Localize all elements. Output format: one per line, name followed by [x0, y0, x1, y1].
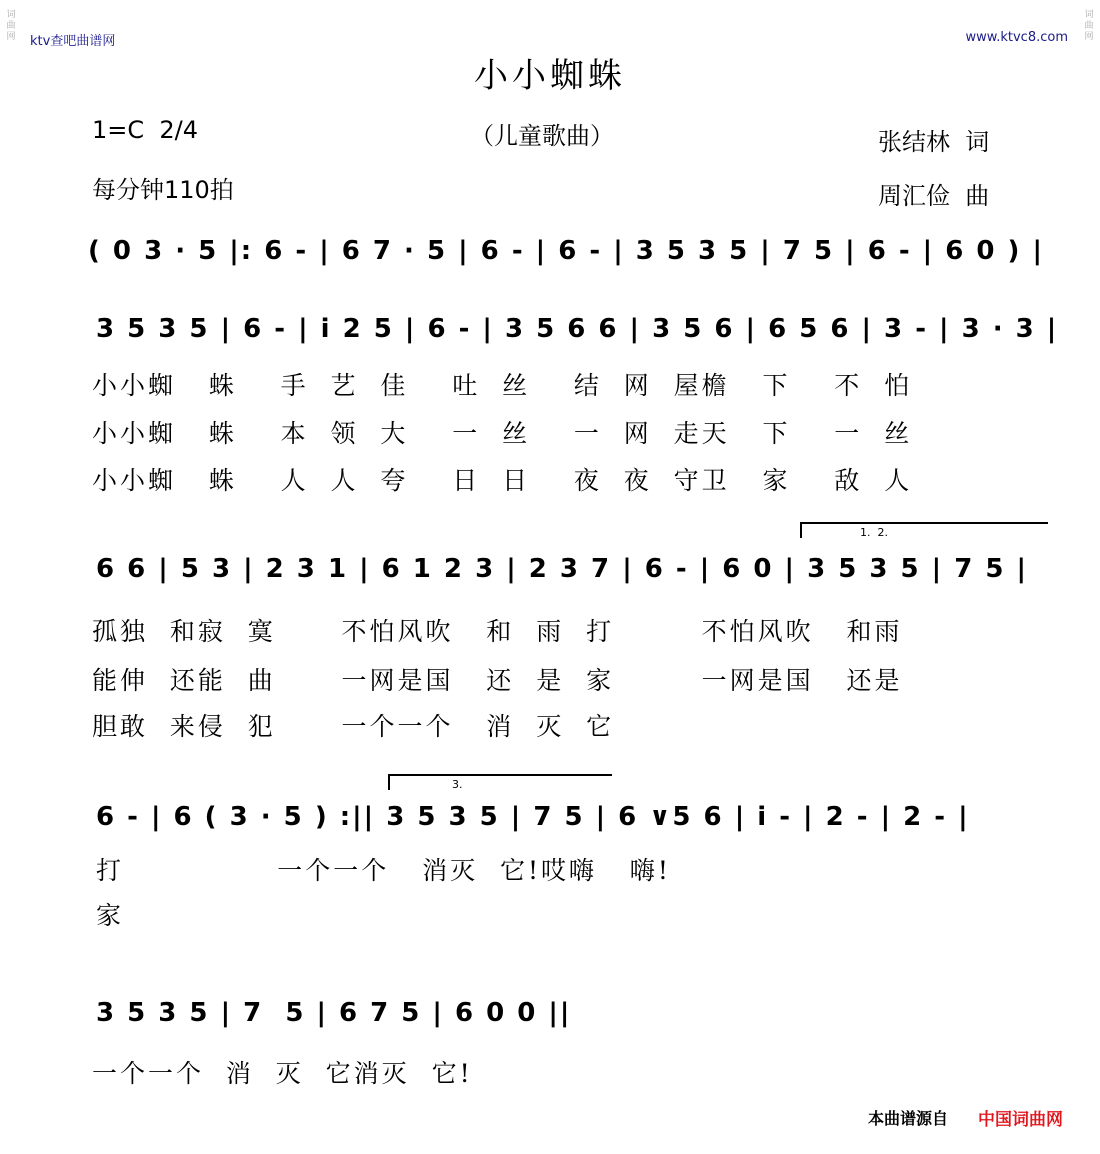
lyric-line-4-verse-1: 打 一个一个 消灭 它!哎嗨 嗨!: [96, 856, 671, 885]
song-genre: （儿童歌曲）: [470, 122, 614, 150]
notation-line-2: 3 5 3 5 | 6 - | i 2 5 | 6 - | 3 5 6 6 | 3 5 6 | 6 5 6 | 3 - | 3 · 3 |: [96, 314, 1059, 344]
lyric-line-2-verse-3: 小小蜘 蛛 人 人 夸 日 日 夜 夜 守卫 家 敌 人: [92, 466, 913, 495]
tempo: 每分钟110拍: [92, 176, 234, 204]
composer: 周汇俭 曲: [878, 182, 990, 210]
key-time-signature: 1=C 2/4: [92, 116, 199, 144]
notation-line-4: 6 - | 6 ( 3 · 5 ) :|| 3 5 3 5 | 7 5 | 6 ∨5 6 | i - | 2 - | 2 - |: [96, 802, 970, 832]
notation-line-5: 3 5 3 5 | 7 5 | 6 7 5 | 6 0 0 ||: [96, 998, 572, 1028]
notation-line-1: ( 0 3 · 5 |: 6 - | 6 7 · 5 | 6 - | 6 - | 3 5 3 5 | 7 5 | 6 - | 6 0 ) |: [88, 236, 1044, 266]
volta-label-1-2: 1. 2.: [860, 526, 888, 539]
notation-line-3: 6 6 | 5 3 | 2 3 1 | 6 1 2 3 | 2 3 7 | 6 - | 6 0 | 3 5 3 5 | 7 5 |: [96, 554, 1029, 584]
lyric-line-3-verse-1: 孤独 和寂 寞 不怕风吹 和 雨 打 不怕风吹 和雨: [92, 617, 903, 646]
footer-source-label: 本曲谱源自: [868, 1109, 949, 1128]
song-title: 小小蜘蛛: [474, 56, 626, 96]
lyricist: 张结林 词: [878, 128, 990, 156]
lyric-line-4-verse-2: 家: [96, 901, 125, 930]
side-watermark-left: 词曲网: [6, 10, 16, 42]
side-watermark-right: 词曲网: [1084, 10, 1094, 42]
lyric-line-5-verse-1: 一个一个 消 灭 它消灭 它!: [92, 1059, 473, 1088]
lyric-line-2-verse-2: 小小蜘 蛛 本 领 大 一 丝 一 网 走天 下 一 丝: [92, 419, 913, 448]
lyric-line-2-verse-1: 小小蜘 蛛 手 艺 佳 吐 丝 结 网 屋檐 下 不 怕: [92, 371, 913, 400]
lyric-line-3-verse-2: 能伸 还能 曲 一网是国 还 是 家 一网是国 还是: [92, 666, 903, 695]
volta-bracket-3: [388, 774, 612, 790]
volta-bracket-1-2: [800, 522, 1048, 538]
lyric-line-3-verse-3: 胆敢 来侵 犯 一个一个 消 灭 它: [92, 712, 615, 741]
site-url-right[interactable]: www.ktvc8.com: [965, 30, 1068, 45]
footer-source-site[interactable]: 中国词曲网: [978, 1110, 1063, 1130]
volta-label-3: 3.: [452, 778, 463, 791]
site-name-left[interactable]: ktv查吧曲谱网: [30, 34, 116, 49]
